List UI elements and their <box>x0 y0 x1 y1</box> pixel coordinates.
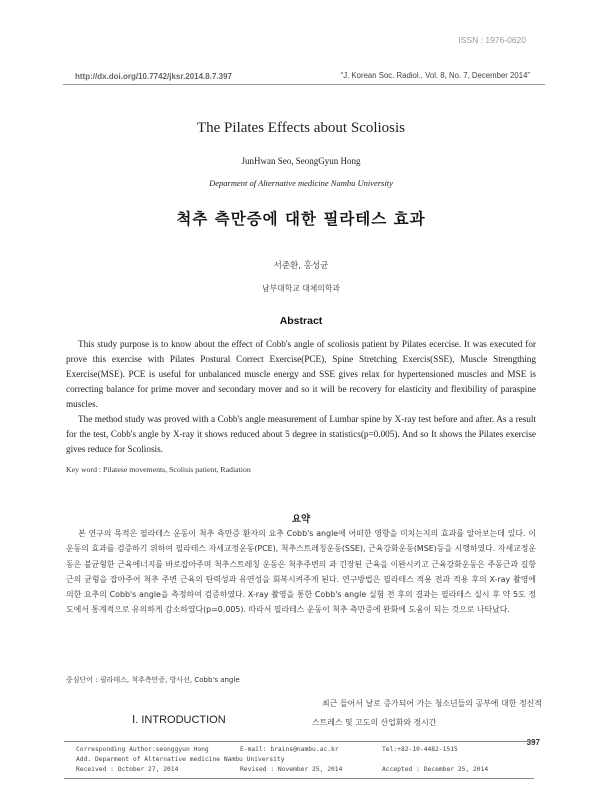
issn-label: ISSN : 1976-0620 <box>458 35 526 45</box>
abstract-paragraph-1: This study purpose is to know about the effect of Cobb's angle of scoliosis patient by Pilates ecercise. It was executed for prove this exercise with Pilates Postural Correct Exercise(PCE), Spine Stretching Exercis(SSE), Muscle Strengthing Exercise(MSE). PCE is useful for unbalanced muscle energy and SSE gives relax for hypertensioned muscles and MSE is correcting balance for prime mover and secondary mover and so it will be recovery for elasticity and flexibility of paraspine muscles. <box>66 339 536 409</box>
accepted-date: Accepted : December 25, 2014 <box>382 766 489 773</box>
received-date: Received : October 27, 2014 <box>76 766 179 773</box>
introduction-body: 최근 들어서 날로 증가되어 가는 청소년들의 공부에 대한 정신적 스트레스 및 고도의 산업화와 정시간 <box>312 699 542 727</box>
revised-date: Revised : November 25, 2014 <box>240 766 343 773</box>
author-address: Add. Deparment of Alternative medicine Nambu University <box>76 756 285 763</box>
paper-title-en: The Pilates Effects about Scoliosis <box>196 120 406 136</box>
authors-ko: 서준환, 홍성균 <box>273 261 329 271</box>
author-email[interactable]: E-mail: brains@nambu.ac.kr <box>240 746 339 753</box>
introduction-heading: Ⅰ. INTRODUCTION <box>132 714 226 726</box>
page-number: 397 <box>526 738 540 747</box>
authors-en: JunHwan Seo, SeongGyun Hong <box>241 156 361 166</box>
yoyak-heading: 요약 <box>291 514 311 525</box>
keywords-en: Key word : Pilatese movements, Scolisis patient, Radiation <box>66 465 251 474</box>
keywords-ko: 중심단어 : 필라테스, 척추측만증, 방사선, Cobb's angle <box>66 676 240 684</box>
doi-link[interactable]: http://dx.doi.org/10.7742/jksr.2014.8.7.397 <box>75 72 232 81</box>
abstract-paragraph-2: The method study was proved with a Cobb's angle measurement of Lumbar spine by X-ray test before and after. As a result for the test, Cobb's angle by X-ray it shows reduced about 5 degree in statistics(p=0.005). And so It shows the Pilates exercise gives reduce for Scoliosis. <box>66 414 536 454</box>
journal-citation: “J. Korean Soc. Radiol., Vol. 8, No. 7, December 2014” <box>340 71 530 80</box>
corresponding-author: Corresponding Author:seonggyun Hong <box>76 746 209 753</box>
header-divider <box>63 84 545 85</box>
footer-box <box>64 741 534 779</box>
author-tel: Tel:+82-10-4482-1515 <box>382 746 458 753</box>
abstract-heading: Abstract <box>279 315 323 327</box>
department-en: Deparment of Alternative medicine Nambu University <box>209 178 393 188</box>
affiliation-ko: 남부대학교 대체의학과 <box>262 284 340 293</box>
paper-title-ko: 척추 측만증에 대한 필라테스 효과 <box>176 210 426 228</box>
yoyak-paragraph: 본 연구의 목적은 필라테스 운동이 척추 측만증 환자의 요추 Cobb's angle에 어떠한 영향을 미치는지의 효과를 알아보는데 있다. 이 운동의 효과를 검증하기 위하여 필라테스 자세교정운동(PCE), 척추스트레칭운동(SSE), 근육강화운동(MSE)등을 시행하였다. 자세교정운동은 불균형한 근육에너지를 바로잡아주며 척추스트레칭 운동은 척추주변의 과 긴장된 근육을 이완시키고 근육강화운동은 주동근과 길항근의 균형을 잡아주어 척추 주변 근육의 탄력성과 유연성을 회복시켜주게 된다. 연구방법은 필라테스 적용 전과 적용 후의 X-ray 촬영에 의한 요추의 Cobb's angle을 측정하여 검증하였다. X-ray 촬영을 통한 Cobb's angle 실험 전 후의 결과는 필라테스 실시 후 약 5도 정도에서 통계적으로 유의하게 감소하였다(p=0.005). 따라서 필라테스 운동이 척추 측만증에 완화에 도움이 되는 것으로 나타났다. <box>66 529 536 615</box>
